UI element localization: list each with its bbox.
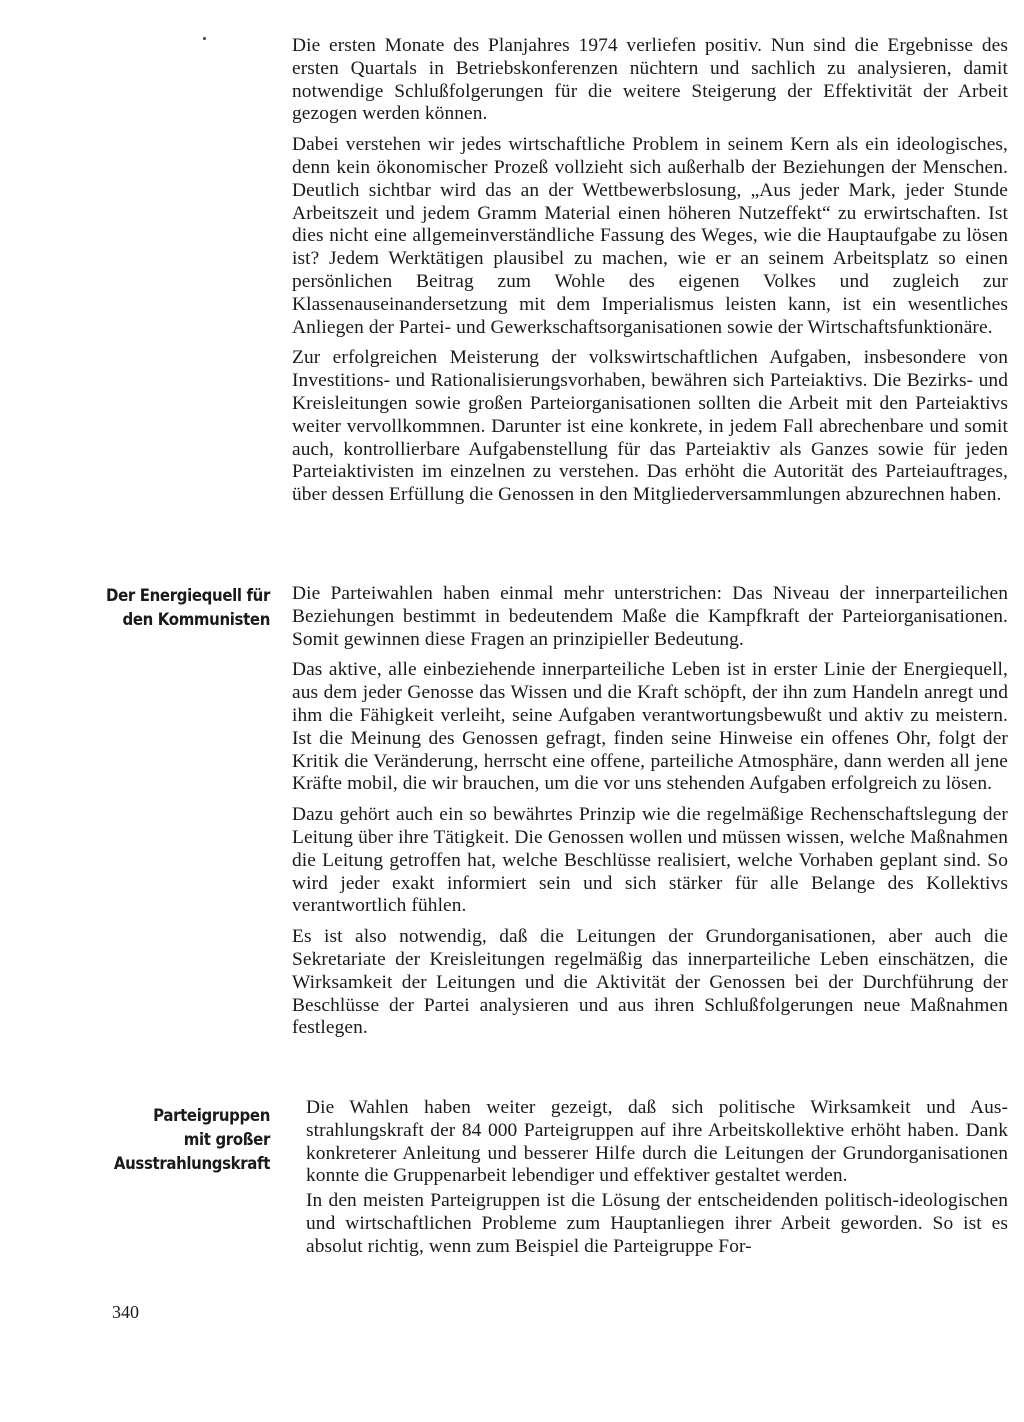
paragraph: In den meisten Parteigruppen ist die Lösung der entscheidenden politisch-ideologischen und wirtschaftlichen Probleme zum Hauptanliegen ihrer Arbeit geworden. So ist es absolut richtig, wenn zum Beispiel die Parteigruppe For- <box>306 1190 1008 1257</box>
heading-line: Der Energiequell für <box>106 586 270 606</box>
paragraph: Zur erfolgreichen Meisterung der volkswirtschaftlichen Aufgaben, insbesondere von Investitions- und Rationalisierungsvorhaben, bewähren sich Parteiaktivs. Die Bezirks- und Kreisleitungen sowie großen Parteiorganisationen sollten die Arbeit mit den Parteiaktivs weiter vervollkommnen. Darunter ist eine konkrete, in jedem Fall abrechenbare und somit auch, kontrollierbare Aufgabenstellung für das Parteiaktiv als Ganzes sowie für jeden Parteiaktivisten im einzelnen zu verstehen. Das erhöht die Autorität des Parteiauftrages, über dessen Erfüllung die Genossen in den Mitgliederversammlungen abzurechnen haben. <box>292 347 1008 506</box>
sidebar-heading-energiequell <box>94 584 270 632</box>
page-number: 340 <box>112 1302 139 1322</box>
paragraph: Dazu gehört auch ein so bewährtes Prinzip wie die regelmäßige Rechenschaftslegung der Leitung über ihre Tätigkeit. Die Genossen wollen und müssen wissen, welche Maßnahmen die Leitung getroffen hat, welche Beschlüsse realisiert, welche Vorhaben geplant sind. So wird jeder exakt informiert sein und sich stärker für alle Belange des Kollektivs verantwortlich fühlen. <box>292 804 1008 917</box>
section-3-body <box>306 1097 1008 1267</box>
paragraph: Die ersten Monate des Planjahres 1974 verliefen positiv. Nun sind die Ergebnisse des ersten Quartals in Betriebskonferenzen nüchtern und sachlich zu analysieren, damit notwendige Schlußfolgerungen für die weitere Steigerung der Effektivität der Arbeit gezogen werden können. <box>292 35 1008 125</box>
heading-line: Ausstrahlungskraft <box>113 1154 271 1174</box>
section-2-body <box>292 583 1008 1048</box>
section-1-body <box>292 35 1008 515</box>
heading-line: Parteigruppen <box>153 1106 270 1126</box>
paragraph: Es ist also notwendig, daß die Leitungen der Grundorganisationen, aber auch die Sekretariate der Kreisleitungen regelmäßig das innerparteiliche Leben einschätzen, die Wirksamkeit der Leitungen und die Aktivität der Genossen bei der Durchführung der Beschlüsse der Partei analysieren und aus ihren Schlußfolgerungen neue Maßnahmen festlegen. <box>292 926 1008 1039</box>
heading-line: mit großer <box>183 1130 270 1150</box>
print-speck <box>203 37 206 40</box>
paragraph: Die Parteiwahlen haben einmal mehr unterstrichen: Das Niveau der innerparteilichen Beziehungen bestimmt in bedeutendem Maße die Kampfkraft der Parteiorganisationen. Somit gewinnen diese Fragen an prinzipieller Bedeutung. <box>292 583 1008 650</box>
paragraph: Die Wahlen haben weiter gezeigt, daß sich politische Wirksamkeit und Ausstrahlungskraft der 84 000 Parteigruppen auf ihre Arbeitskollektive erhöht haben. Dank konkreterer Anleitung und besserer Hilfe durch die Leitungen der Grundorganisationen konnte die Gruppenarbeit lebendiger und effektiver gestaltet werden. <box>306 1097 1008 1187</box>
paragraph: Dabei verstehen wir jedes wirtschaftliche Problem in seinem Kern als ein ideologisches, denn kein ökonomischer Prozeß vollzieht sich außerhalb der Beziehungen der Menschen. Deutlich sichtbar wird das an der Wettbewerbslosung, „Aus jeder Mark, jeder Stunde Arbeitszeit und jedem Gramm Material einen höheren Nutzeffekt“ zu erwirtschaften. Ist dies nicht eine allgemeinverständliche Fassung des Weges, wie die Hauptaufgabe zu lösen ist? Jedem Werktätigen plausibel zu machen, wie er an seinem Arbeitsplatz so einen persönlichen Beitrag zum Wohle des eigenen Volkes und zugleich zur Klassenauseinandersetzung mit dem Imperialismus leisten kann, ist ein wesentliches Anliegen der Partei- und Gewerkschaftsorganisationen sowie der Wirtschaftsfunktionäre. <box>292 134 1008 338</box>
paragraph: Das aktive, alle einbeziehende innerparteiliche Leben ist in erster Linie der Energiequell, aus dem jeder Genosse das Wissen und die Kraft schöpft, der ihn zum Handeln anregt und ihm die Fähigkeit verleiht, seine Aufgaben verantwortungsbewußt und aktiv zu meistern. Ist die Meinung des Genossen gefragt, finden seine Hinweise ein offenes Ohr, folgt der Kritik die Veränderung, herrscht eine offene, parteiliche Atmosphäre, dann werden all jene Kräfte mobil, die wir brauchen, um die vor uns stehenden Aufgaben erfolgreich zu lösen. <box>292 659 1008 795</box>
sidebar-heading-parteigruppen <box>94 1104 270 1176</box>
heading-line: den Kommunisten <box>122 610 271 630</box>
